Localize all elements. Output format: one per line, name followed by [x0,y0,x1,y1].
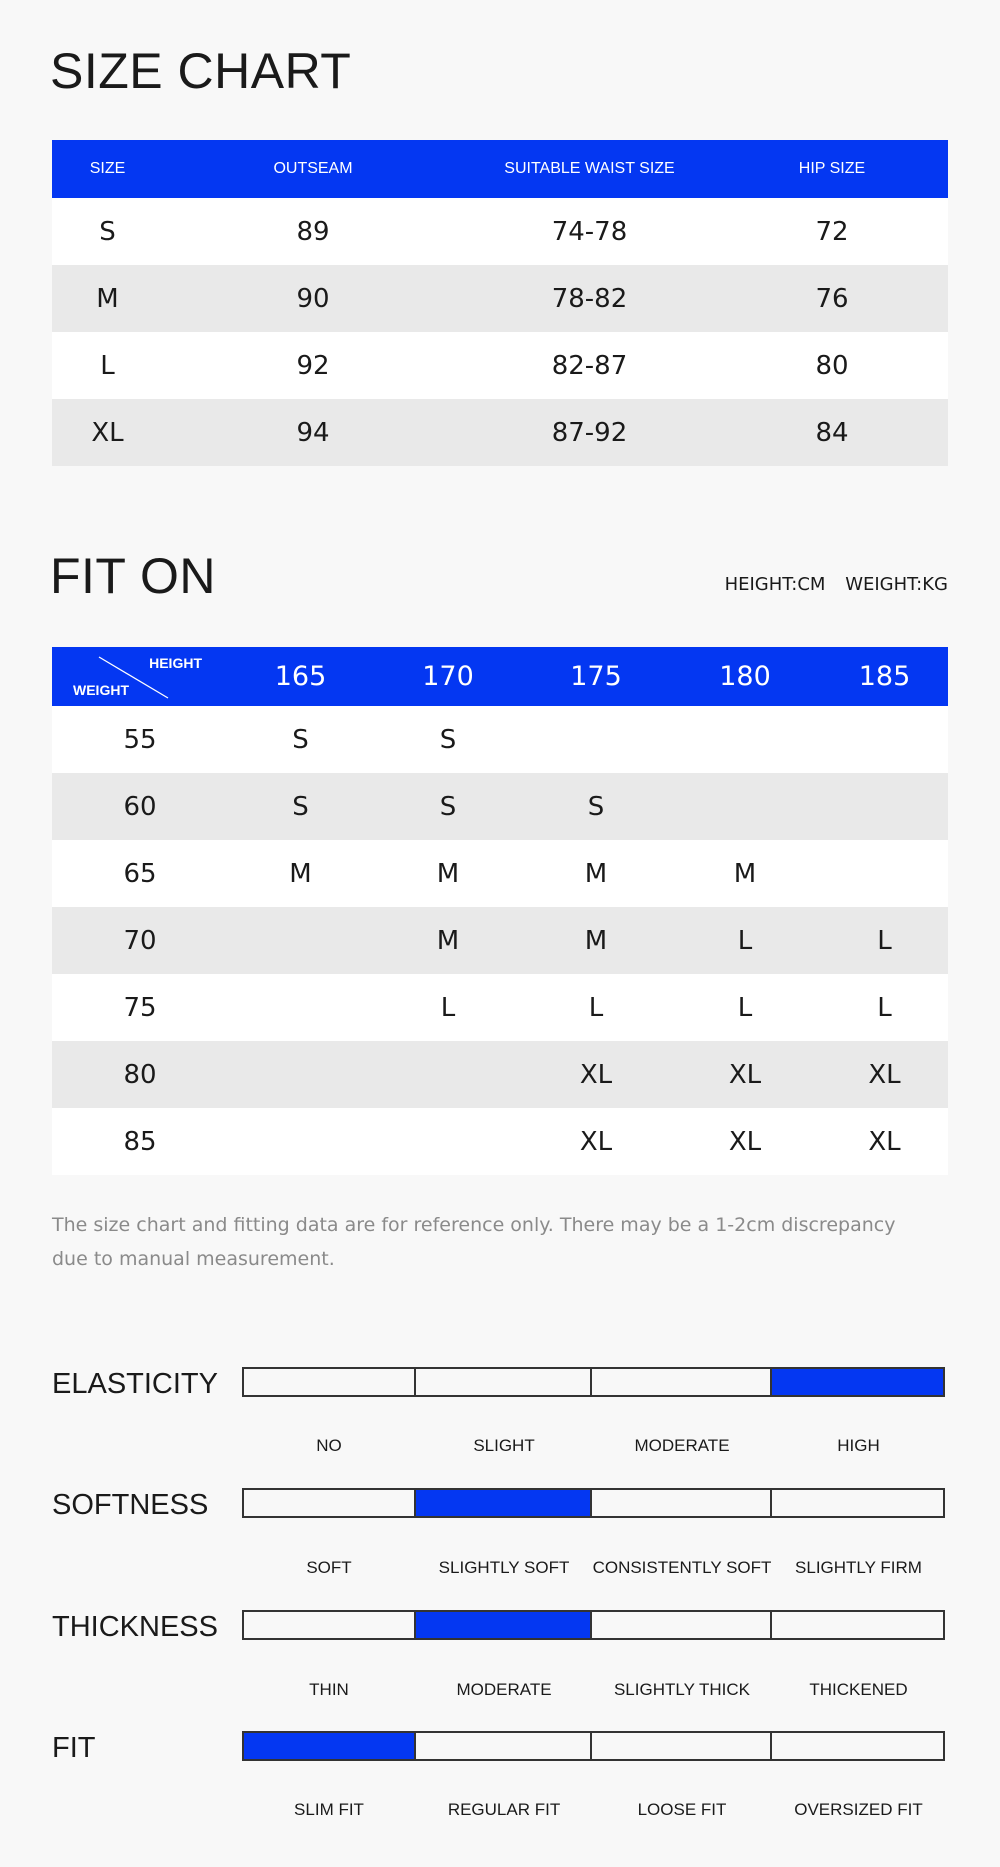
fit-size-cell: M [523,907,669,974]
fit-size-cell [669,773,821,840]
scale-segment [770,1488,945,1518]
fit-size-cell: S [228,706,373,773]
scale-segment [414,1367,592,1397]
fit-size-cell: XL [821,1108,948,1175]
fit-size-cell [821,773,948,840]
size-header: SIZE [89,160,126,177]
waist-header: SUITABLE WAIST SIZE [504,160,675,177]
fit-size-cell: M [523,840,669,907]
scale-segment [590,1610,772,1640]
fit-on-row [52,907,948,974]
attribute-scale-bar [242,1731,945,1761]
fit-size-cell [228,1041,373,1108]
scale-segment-selected [414,1488,592,1518]
height-unit: HEIGHT:CM [724,574,826,595]
fit-size-cell: S [228,773,373,840]
weight-unit: WEIGHT:KG [845,574,948,595]
fit-size-cell: S [373,706,523,773]
fit-size-cell: XL [669,1108,821,1175]
fit-size-cell: S [523,773,669,840]
weight-cell: 60 [52,773,228,840]
fit-on-row [52,706,948,773]
weight-cell: 55 [52,706,228,773]
attribute-option-label: SLIM FIT [294,1800,364,1819]
height-header: 165 [274,661,327,692]
attribute-option-label: THICKENED [809,1680,908,1699]
fit-size-cell: XL [821,1041,948,1108]
fit-size-cell: L [669,974,821,1041]
waist-cell: 74-78 [463,198,716,265]
fit-on-row [52,1108,948,1175]
fit-size-cell: XL [669,1041,821,1108]
fit-size-cell: S [373,773,523,840]
attribute-option-label: CONSISTENTLY SOFT [592,1558,772,1577]
attribute-option-label: SLIGHTLY SOFT [438,1558,570,1577]
fit-size-cell: L [821,907,948,974]
fit-on-row [52,840,948,907]
fit-on-header-row [52,647,948,706]
fit-size-cell: L [373,974,523,1041]
fit-on-title: FIT ON [50,548,216,604]
scale-segment-selected [414,1610,592,1640]
fit-size-cell [228,974,373,1041]
scale-segment [590,1367,772,1397]
scale-segment [242,1488,416,1518]
fit-size-cell [523,706,669,773]
height-header: 170 [422,661,474,692]
waist-cell: 78-82 [463,265,716,332]
scale-segment [770,1731,945,1761]
outseam-cell: 89 [163,198,463,265]
attribute-option-label: MODERATE [456,1680,552,1699]
disclaimer-note: The size chart and fitting data are for reference only. There may be a 1-2cm discrepancy due to manual measurement. [52,1214,896,1270]
waist-cell: 82-87 [463,332,716,399]
hip-header: HIP SIZE [798,160,866,177]
weight-cell: 85 [52,1108,228,1175]
fit-size-cell: XL [523,1108,669,1175]
fit-size-cell: M [373,840,523,907]
fit-size-cell: M [373,907,523,974]
size-chart-title: SIZE CHART [50,43,352,99]
size-chart-table [52,140,948,466]
outseam-cell: 94 [163,399,463,466]
weight-cell: 75 [52,974,228,1041]
attribute-option-label: NO [316,1436,342,1455]
fit-size-cell: L [523,974,669,1041]
attribute-option-label: SOFT [306,1558,352,1577]
attribute-label: FIT [52,1732,96,1764]
size-cell: XL [52,399,163,466]
weight-cell: 65 [52,840,228,907]
height-header: 175 [570,661,622,692]
attribute-option-label: HIGH [837,1436,880,1455]
attribute-label: THICKNESS [52,1611,218,1643]
attribute-options [242,1558,945,1578]
hip-cell: 76 [716,265,948,332]
hip-cell: 72 [716,198,948,265]
size-cell: M [52,265,163,332]
attribute-option-label: THIN [309,1680,349,1699]
fit-size-cell: XL [523,1041,669,1108]
size-chart-row [52,332,948,399]
attribute-option-label: SLIGHT [473,1436,535,1455]
size-chart-row [52,198,948,265]
fit-size-cell [669,706,821,773]
size-cell: S [52,198,163,265]
scale-segment-selected [242,1731,416,1761]
size-chart-row [52,399,948,466]
fit-on-row [52,773,948,840]
attribute-options [242,1800,945,1820]
outseam-cell: 90 [163,265,463,332]
fit-on-row [52,974,948,1041]
corner-height-label: HEIGHT [149,655,202,671]
waist-cell: 87-92 [463,399,716,466]
attribute-option-label: REGULAR FIT [447,1800,561,1819]
scale-segment [770,1610,945,1640]
fit-size-cell: M [228,840,373,907]
attribute-scale-bar [242,1488,945,1518]
size-chart-header-row [52,140,948,198]
weight-cell: 70 [52,907,228,974]
fit-size-cell [821,706,948,773]
attribute-option-label: SLIGHTLY FIRM [795,1558,922,1577]
scale-segment [242,1367,416,1397]
hip-cell: 84 [716,399,948,466]
fit-on-table [52,647,948,1175]
attribute-option-label: SLIGHTLY THICK [613,1680,751,1699]
height-header: 180 [719,661,771,692]
fit-size-cell [373,1041,523,1108]
fit-size-cell [228,907,373,974]
scale-segment [590,1731,772,1761]
hip-cell: 80 [716,332,948,399]
fit-size-cell [373,1108,523,1175]
attribute-scale-bar [242,1610,945,1640]
attribute-option-label: LOOSE FIT [637,1800,727,1819]
units-legend [711,574,948,595]
scale-segment [414,1731,592,1761]
size-chart-row [52,265,948,332]
scale-segment [242,1610,416,1640]
outseam-header: OUTSEAM [273,160,353,177]
attribute-scale-bar [242,1367,945,1397]
fit-size-cell: L [669,907,821,974]
size-cell: L [52,332,163,399]
weight-cell: 80 [52,1041,228,1108]
fit-on-row [52,1041,948,1108]
fit-size-cell [228,1108,373,1175]
scale-segment-selected [770,1367,945,1397]
fit-size-cell [821,840,948,907]
scale-segment [590,1488,772,1518]
attribute-options [242,1436,945,1456]
attribute-options [242,1680,945,1700]
corner-cell [52,647,228,706]
corner-weight-label: WEIGHT [73,682,129,698]
attribute-option-label: MODERATE [634,1436,730,1455]
attribute-label: ELASTICITY [52,1368,218,1400]
outseam-cell: 92 [163,332,463,399]
height-header: 185 [858,661,911,692]
fit-size-cell: L [821,974,948,1041]
attribute-label: SOFTNESS [52,1489,209,1521]
fit-size-cell: M [669,840,821,907]
attribute-option-label: OVERSIZED FIT [794,1800,923,1819]
